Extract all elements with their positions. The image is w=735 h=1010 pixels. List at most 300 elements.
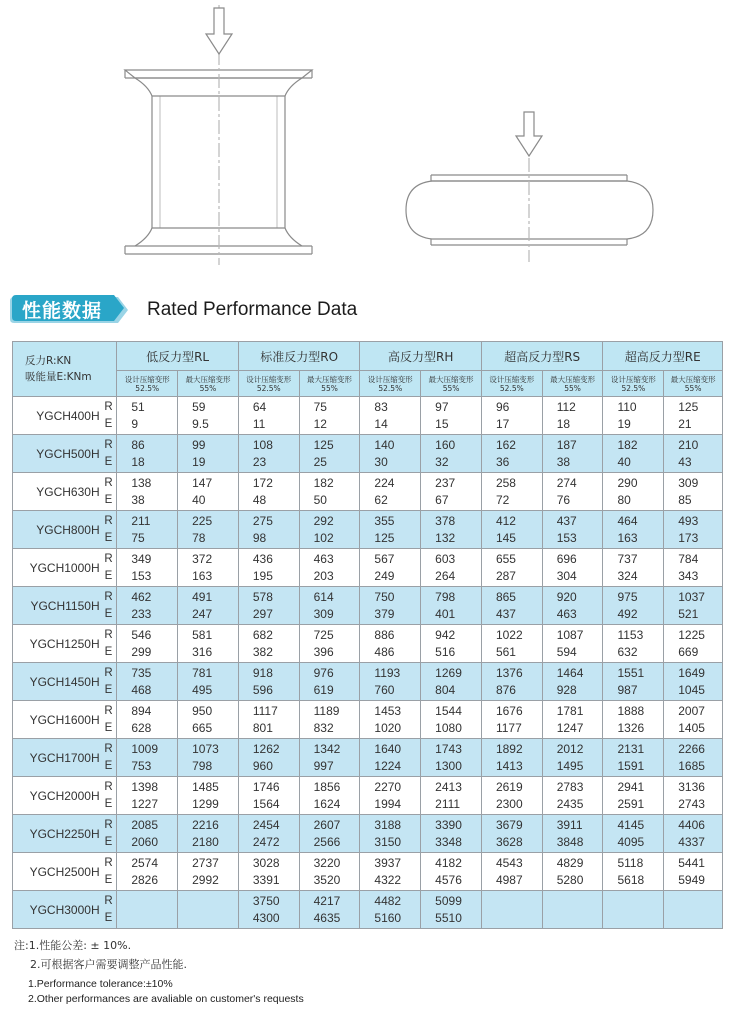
reaction-value <box>617 893 663 910</box>
value-cell <box>421 435 482 473</box>
value-cell <box>481 397 542 435</box>
energy-value: 3348 <box>435 834 462 849</box>
value-cell <box>481 587 542 625</box>
energy-value: 1413 <box>495 758 523 773</box>
reaction-value: 2454 <box>252 817 280 832</box>
value-cell <box>603 891 664 929</box>
value-cell <box>178 663 239 701</box>
reaction-value: 96 <box>495 399 510 414</box>
reaction-value: 3188 <box>374 817 402 832</box>
reaction-value: 309 <box>678 475 699 490</box>
reaction-value: 292 <box>313 513 334 528</box>
reaction-value: 147 <box>192 475 213 490</box>
reaction-value: 567 <box>374 551 395 566</box>
table-row <box>13 397 723 435</box>
model-name: YGCH2500H <box>13 853 101 891</box>
max-compression-header <box>299 371 360 397</box>
type-header-rs: 超高反力型RS <box>481 342 603 371</box>
value-cell <box>238 511 299 549</box>
value-cell <box>178 777 239 815</box>
energy-value: 102 <box>313 530 334 545</box>
reaction-value: 1073 <box>192 741 219 756</box>
model-name: YGCH3000H <box>13 891 101 929</box>
energy-value: 30 <box>374 454 388 469</box>
design-compression-header <box>238 371 299 397</box>
energy-value: 1227 <box>131 796 159 811</box>
value-cell <box>238 663 299 701</box>
energy-value: 5160 <box>374 910 402 925</box>
model-name: YGCH2250H <box>13 815 101 853</box>
energy-value: 9.5 <box>192 416 209 431</box>
reaction-value: 225 <box>192 513 213 528</box>
energy-value: 4635 <box>313 910 341 925</box>
energy-value: 72 <box>495 492 510 507</box>
energy-value: 2826 <box>131 872 159 887</box>
energy-value: 1020 <box>374 720 402 735</box>
energy-value <box>496 910 542 927</box>
value-cell <box>481 435 542 473</box>
value-cell <box>299 891 360 929</box>
value-cell <box>117 777 178 815</box>
value-cell <box>542 511 603 549</box>
value-cell <box>421 815 482 853</box>
reaction-value: 1225 <box>678 627 705 642</box>
reaction-value: 581 <box>192 627 213 642</box>
value-cell <box>360 853 421 891</box>
value-cell <box>481 549 542 587</box>
value-cell <box>117 663 178 701</box>
table-row <box>13 701 723 739</box>
energy-value: 804 <box>435 682 456 697</box>
compression-label: 设计压缩变形 <box>124 374 170 384</box>
energy-value: 5618 <box>617 872 645 887</box>
value-cell <box>360 739 421 777</box>
reaction-row-label: R <box>104 438 113 451</box>
value-cell <box>178 473 239 511</box>
reaction-value: 1398 <box>131 779 159 794</box>
reaction-row-label: R <box>104 476 113 489</box>
reaction-value: 1781 <box>556 703 584 718</box>
reaction-value: 138 <box>131 475 152 490</box>
energy-value: 19 <box>192 454 206 469</box>
energy-value: 1994 <box>374 796 402 811</box>
compression-label: 最大压缩变形 <box>670 374 716 384</box>
reaction-value: 784 <box>678 551 699 566</box>
energy-value: 5280 <box>556 872 584 887</box>
model-name: YGCH1700H <box>13 739 101 777</box>
reaction-value: 3220 <box>313 855 341 870</box>
reaction-value: 1022 <box>495 627 523 642</box>
energy-value: 1624 <box>313 796 341 811</box>
energy-value: 997 <box>313 758 334 773</box>
reaction-value: 125 <box>678 399 699 414</box>
reaction-value: 3679 <box>495 817 523 832</box>
reaction-value: 976 <box>313 665 334 680</box>
value-cell <box>664 549 723 587</box>
reaction-value: 1037 <box>678 589 705 604</box>
energy-value <box>617 910 663 927</box>
energy-value: 247 <box>192 606 213 621</box>
value-cell <box>360 701 421 739</box>
energy-value: 2060 <box>131 834 159 849</box>
value-cell <box>664 435 723 473</box>
performance-table <box>12 341 723 929</box>
notes-chinese <box>14 936 187 974</box>
value-cell <box>117 815 178 853</box>
energy-value: 463 <box>556 606 577 621</box>
reaction-value: 2266 <box>678 741 705 756</box>
value-cell <box>178 891 239 929</box>
reaction-value: 975 <box>617 589 638 604</box>
reaction-value: 355 <box>374 513 395 528</box>
reaction-value: 436 <box>252 551 273 566</box>
value-cell <box>664 891 723 929</box>
value-cell <box>117 625 178 663</box>
energy-value: 25 <box>313 454 327 469</box>
reaction-value: 237 <box>435 475 456 490</box>
row-type-labels <box>101 397 117 435</box>
value-cell <box>664 777 723 815</box>
model-name: YGCH1250H <box>13 625 101 663</box>
energy-value: 632 <box>617 644 638 659</box>
value-cell <box>360 815 421 853</box>
value-cell <box>542 397 603 435</box>
reaction-value: 59 <box>192 399 206 414</box>
energy-value: 3628 <box>495 834 523 849</box>
value-cell <box>178 587 239 625</box>
energy-row-label: E <box>104 607 113 620</box>
value-cell <box>421 777 482 815</box>
model-name: YGCH500H <box>13 435 101 473</box>
value-cell <box>481 473 542 511</box>
reaction-value: 462 <box>131 589 152 604</box>
fender-drawings <box>0 0 735 280</box>
reaction-value: 578 <box>252 589 273 604</box>
energy-value: 2472 <box>252 834 280 849</box>
value-cell <box>299 701 360 739</box>
value-cell <box>299 739 360 777</box>
energy-row-label: E <box>104 645 113 658</box>
energy-value: 316 <box>192 644 213 659</box>
energy-row-label: E <box>104 759 113 772</box>
reaction-value: 372 <box>192 551 213 566</box>
sub-header-row <box>13 371 723 397</box>
value-cell <box>664 511 723 549</box>
reaction-value: 3937 <box>374 855 402 870</box>
value-cell <box>299 549 360 587</box>
value-cell <box>664 587 723 625</box>
reaction-value: 950 <box>192 703 213 718</box>
reaction-value: 865 <box>495 589 516 604</box>
value-cell <box>421 397 482 435</box>
energy-value: 21 <box>678 416 692 431</box>
reaction-value: 1193 <box>374 665 401 680</box>
reaction-value: 781 <box>192 665 213 680</box>
energy-value: 1045 <box>678 682 705 697</box>
value-cell <box>299 511 360 549</box>
compression-label: 最大压缩变形 <box>550 374 596 384</box>
value-cell <box>542 853 603 891</box>
value-cell <box>664 397 723 435</box>
table-row <box>13 587 723 625</box>
value-cell <box>542 587 603 625</box>
reaction-value: 4482 <box>374 893 402 908</box>
energy-value: 1326 <box>617 720 645 735</box>
row-type-labels <box>101 891 117 929</box>
reaction-value: 2574 <box>131 855 159 870</box>
energy-value: 23 <box>252 454 267 469</box>
energy-value: 40 <box>617 454 631 469</box>
reaction-value: 140 <box>374 437 395 452</box>
energy-row-label: E <box>104 683 113 696</box>
energy-row-label: E <box>104 835 113 848</box>
reaction-value: 2619 <box>495 779 523 794</box>
row-type-labels <box>101 777 117 815</box>
energy-value: 4095 <box>617 834 645 849</box>
reaction-value: 942 <box>435 627 456 642</box>
model-name: YGCH800H <box>13 511 101 549</box>
energy-row-label: E <box>104 417 113 430</box>
reaction-value: 4145 <box>617 817 645 832</box>
reaction-value: 5441 <box>678 855 705 870</box>
energy-value: 50 <box>313 492 327 507</box>
energy-value: 3391 <box>252 872 280 887</box>
value-cell <box>603 511 664 549</box>
energy-value: 62 <box>374 492 388 507</box>
design-compression-header <box>603 371 664 397</box>
energy-value: 2180 <box>192 834 219 849</box>
compression-value: 52.5% <box>621 383 646 393</box>
row-type-labels <box>101 815 117 853</box>
row-type-labels <box>101 739 117 777</box>
value-cell <box>360 587 421 625</box>
row-type-labels <box>101 663 117 701</box>
reaction-value: 5118 <box>617 855 644 870</box>
reaction-value <box>131 893 177 910</box>
section-title: Rated Performance Data <box>147 299 358 320</box>
energy-value: 2591 <box>617 796 645 811</box>
reaction-force-label: 反力R:KN <box>25 355 72 367</box>
compression-label: 设计压缩变形 <box>610 374 656 384</box>
energy-value: 628 <box>131 720 152 735</box>
reaction-value: 3028 <box>252 855 280 870</box>
reaction-row-label: R <box>104 704 113 717</box>
reaction-value: 2737 <box>192 855 219 870</box>
reaction-value: 1189 <box>313 703 340 718</box>
energy-value: 11 <box>252 416 266 431</box>
reaction-value: 1551 <box>617 665 645 680</box>
value-cell <box>603 701 664 739</box>
table-row <box>13 435 723 473</box>
energy-row-label: E <box>104 911 113 924</box>
energy-value: 437 <box>495 606 516 621</box>
compression-value: 55% <box>684 383 702 393</box>
energy-value: 1299 <box>192 796 219 811</box>
value-cell <box>299 625 360 663</box>
compression-label: 设计压缩变形 <box>367 374 413 384</box>
value-cell <box>421 625 482 663</box>
value-cell <box>238 435 299 473</box>
reaction-value: 2007 <box>678 703 705 718</box>
energy-value: 287 <box>495 568 516 583</box>
value-cell <box>664 853 723 891</box>
value-cell <box>238 739 299 777</box>
energy-value: 5949 <box>678 872 705 887</box>
reaction-value: 1342 <box>313 741 341 756</box>
value-cell <box>603 853 664 891</box>
reaction-row-label: R <box>104 552 113 565</box>
notes-english <box>28 977 304 1007</box>
table-row <box>13 739 723 777</box>
energy-value: 495 <box>192 682 213 697</box>
row-type-labels <box>101 549 117 587</box>
reaction-row-label: R <box>104 894 113 907</box>
reaction-value: 274 <box>556 475 577 490</box>
reaction-value: 1262 <box>252 741 280 756</box>
value-cell <box>238 815 299 853</box>
model-name: YGCH1000H <box>13 549 101 587</box>
reaction-value: 182 <box>617 437 638 452</box>
value-cell <box>664 625 723 663</box>
energy-value: 1564 <box>252 796 280 811</box>
value-cell <box>178 701 239 739</box>
value-cell <box>178 549 239 587</box>
max-compression-header <box>421 371 482 397</box>
model-name: YGCH1450H <box>13 663 101 701</box>
energy-value: 249 <box>374 568 395 583</box>
model-name: YGCH400H <box>13 397 101 435</box>
reaction-value: 493 <box>678 513 699 528</box>
value-cell <box>238 625 299 663</box>
value-cell <box>421 663 482 701</box>
reaction-row-label: R <box>104 514 113 527</box>
reaction-value: 1640 <box>374 741 402 756</box>
energy-value: 2743 <box>678 796 705 811</box>
compression-value: 55% <box>442 383 460 393</box>
energy-value: 521 <box>678 606 699 621</box>
compression-value: 55% <box>564 383 581 393</box>
reaction-value: 412 <box>495 513 516 528</box>
reaction-row-label: R <box>104 818 113 831</box>
energy-value: 1177 <box>495 720 522 735</box>
note-cn-1: 注:1.性能公差: ± 10%. <box>14 939 132 952</box>
energy-value <box>557 910 603 927</box>
value-cell <box>421 739 482 777</box>
reaction-value: 918 <box>252 665 273 680</box>
energy-value: 928 <box>556 682 577 697</box>
design-compression-header <box>117 371 178 397</box>
value-cell <box>421 473 482 511</box>
reaction-value: 99 <box>192 437 206 452</box>
value-cell <box>117 739 178 777</box>
energy-value: 2111 <box>435 796 461 811</box>
energy-value: 264 <box>435 568 456 583</box>
reaction-value: 1153 <box>617 627 644 642</box>
model-name: YGCH2000H <box>13 777 101 815</box>
energy-value: 233 <box>131 606 152 621</box>
value-cell <box>542 549 603 587</box>
value-cell <box>238 473 299 511</box>
value-cell <box>360 435 421 473</box>
reaction-value: 86 <box>131 437 145 452</box>
energy-value: 516 <box>435 644 456 659</box>
reaction-value: 5099 <box>435 893 462 908</box>
reaction-value: 160 <box>435 437 456 452</box>
reaction-value: 3750 <box>252 893 280 908</box>
value-cell <box>542 701 603 739</box>
value-cell <box>360 777 421 815</box>
value-cell <box>481 853 542 891</box>
reaction-value: 894 <box>131 703 152 718</box>
reaction-value: 258 <box>495 475 516 490</box>
value-cell <box>542 815 603 853</box>
value-cell <box>421 891 482 929</box>
value-cell <box>603 435 664 473</box>
reaction-value: 2607 <box>313 817 341 832</box>
value-cell <box>238 891 299 929</box>
energy-value: 379 <box>374 606 395 621</box>
energy-value: 665 <box>192 720 213 735</box>
energy-value: 38 <box>131 492 145 507</box>
reaction-value: 349 <box>131 551 152 566</box>
compression-label: 最大压缩变形 <box>307 374 353 384</box>
energy-value: 1300 <box>435 758 462 773</box>
energy-absorption-label: 吸能量E:KNm <box>25 371 92 383</box>
value-cell <box>481 777 542 815</box>
reaction-value: 1743 <box>435 741 462 756</box>
energy-row-label: E <box>104 797 113 810</box>
table-row <box>13 549 723 587</box>
reaction-value: 112 <box>556 399 576 414</box>
reaction-value: 4543 <box>495 855 523 870</box>
model-name: YGCH1600H <box>13 701 101 739</box>
value-cell <box>117 853 178 891</box>
reaction-value: 1649 <box>678 665 705 680</box>
energy-row-label: E <box>104 493 113 506</box>
reaction-value: 2783 <box>556 779 584 794</box>
reaction-value: 211 <box>131 513 151 528</box>
type-header-rl: 低反力型RL <box>117 342 239 371</box>
reaction-row-label: R <box>104 742 113 755</box>
value-cell <box>481 739 542 777</box>
reaction-value: 110 <box>617 399 637 414</box>
max-compression-header <box>178 371 239 397</box>
compression-value: 52.5% <box>256 383 281 393</box>
reaction-value: 1453 <box>374 703 402 718</box>
value-cell <box>117 587 178 625</box>
compression-value: 55% <box>199 383 217 393</box>
reaction-value: 210 <box>678 437 699 452</box>
energy-value: 1247 <box>556 720 584 735</box>
reaction-row-label: R <box>104 780 113 793</box>
value-cell <box>542 777 603 815</box>
energy-value: 401 <box>435 606 456 621</box>
value-cell <box>542 625 603 663</box>
value-cell <box>603 625 664 663</box>
reaction-value: 464 <box>617 513 638 528</box>
reaction-row-label: R <box>104 400 113 413</box>
value-cell <box>117 511 178 549</box>
table-row <box>13 473 723 511</box>
reaction-value: 1544 <box>435 703 462 718</box>
value-cell <box>238 397 299 435</box>
energy-value: 36 <box>495 454 510 469</box>
value-cell <box>360 891 421 929</box>
energy-value: 619 <box>313 682 334 697</box>
value-cell <box>603 739 664 777</box>
energy-row-label: E <box>104 569 113 582</box>
reaction-value: 1746 <box>252 779 280 794</box>
